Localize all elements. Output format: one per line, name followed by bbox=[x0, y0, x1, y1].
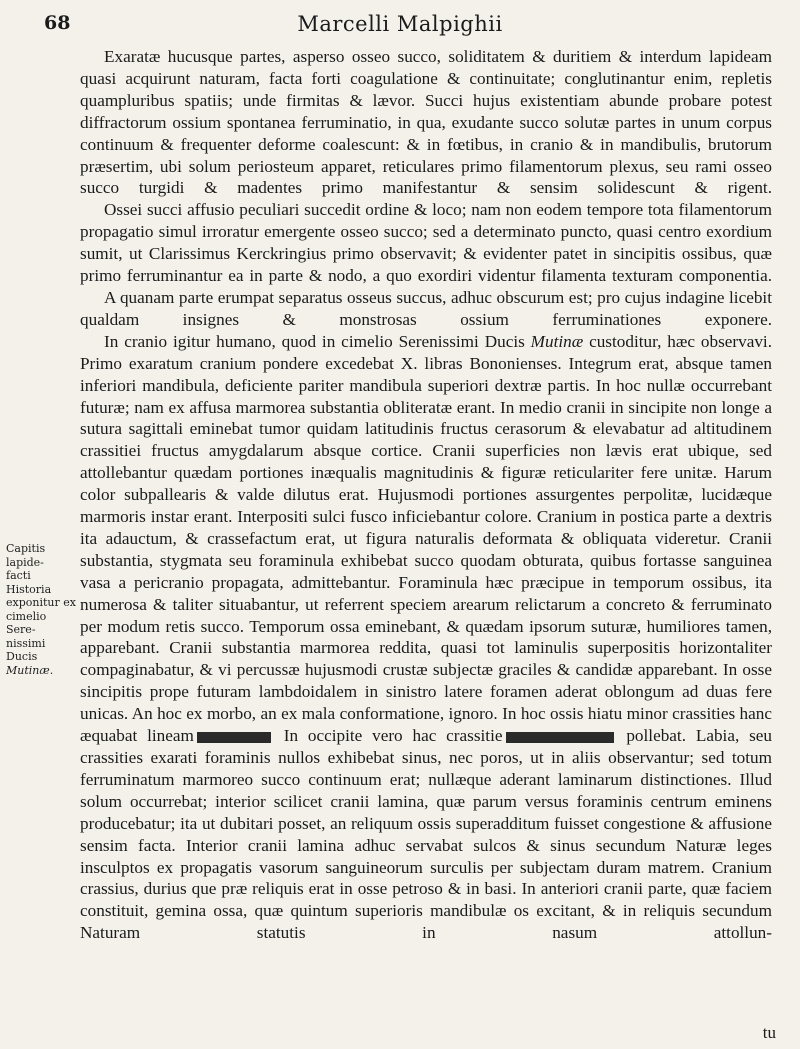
catchword: tu bbox=[762, 1023, 776, 1042]
body-text bbox=[80, 46, 772, 944]
text-run: In occipite vero hac crassitie bbox=[273, 726, 503, 746]
margin-line: nissimi Ducis bbox=[6, 636, 46, 663]
margin-line: facti Historia bbox=[6, 569, 52, 596]
margin-line: cimelio Sere- bbox=[6, 609, 47, 636]
page-header bbox=[0, 12, 800, 36]
margin-line: exponitur ex bbox=[6, 596, 76, 609]
running-head: Marcelli Malpighii bbox=[297, 12, 503, 36]
paragraph: Ossei succi affusio peculiari succedit ordine & loco; nam non eodem tempore tota filamentorum propagatio simul irroratur emergente osseo succo; sed a determinato puncto, quasi centro exordium sumit, ut Clarissimus Kerckringius primo observavit; & evidenter patet in sincipitis ossibus, quæ primo ferruminantur ea in parte & nodo, a quo exordiri videntur filamenta texturam componentia. bbox=[80, 200, 772, 286]
line-thickness-mark bbox=[506, 732, 614, 743]
paragraph: A quanam parte erumpat separatus osseus succus, adhuc obscurum est; pro cujus indagine licebit qualdam insignes & monstrosas ossium ferruminationes exponere. bbox=[80, 287, 772, 329]
marginal-note bbox=[6, 542, 76, 677]
page-number: 68 bbox=[44, 12, 71, 34]
text-run: custoditur, hæc observavi. Primo exaratum cranium pondere excedebat X. libras Bononienses. Integrum erat, absque tamen inferiori mandibula, deficiente pariter mandibula superiori dextræ partis. In hoc nullæ occurrebant futuræ; nam ex affusa marmorea substantia obliteratæ erant. In medio cranii in sincipite non longe a sutura sagittali eminebat tumor quidam latitudinis fructus cerasorum & elevabatur ad altitudinem crassitiei fructus amygdalarum absque cortice. Cranii superficies non lævis erat ubique, sed attollebantur quædam portiones inæqualis magnitudinis & figuræ reticulariter fere unitæ. Harum color subpallearis & valde dilutus erat. Hujusmodi portiones assurgentes perpolitæ, lucidæque marmoris instar erant. Interpositi sulci fusco inficiebantur colore. Cranium in postica parte a dextris ita adauctum, & crassefactum erat, ut figura naturalis deformata & obliquata videretur. Cranii substantia, stygmata seu foraminula exhibebat succo quodam obturata, quibus fortasse sanguinea vasa a pericranio propagata, admittebantur. Foraminula hæc præcipue in temporum ossibus, ita numerosa & taliter situabantur, ut referrent speciem arearum relictarum a concreto & ferruminato per modum retis succo. Temporum ossa eminebant, & quædam ipsorum suturæ, humiliores tamen, apparebant. Cranii substantia marmorea reddita, quasi tot laminulis superpositis horizontaliter compaginabatur, & vi percussæ hujusmodi crustæ subjectæ graciles & candidæ apparebant. In osse sincipitis prope futuram lambdoidalem in sinistro latere foramen aderat oblongum ad duas fere unicas. An hoc ex morbo, an ex mala conformatione, ignoro. In hoc ossis hiatu minor crassities hanc æquabat lineam bbox=[80, 331, 772, 746]
text-run-italic: Mutinæ bbox=[530, 331, 584, 351]
margin-line: Capitis lapide- bbox=[6, 542, 46, 569]
margin-line: Mutinæ. bbox=[6, 663, 54, 677]
paragraph-cranium bbox=[80, 331, 772, 944]
text-run: pollebat. Labia, seu crassities exarati foraminis nullos exhibebat sinus, nec poros, ut in aliis observantur; sed totum ferruminatum marmoreo succo continuum erat; nullæque aderant laminarum distinctiones. Illud solum occurrebat; interior scilicet cranii lamina, quæ parum versus foraminis centrum eminens producebatur; ita ut dubitari posset, an reliquum ossis superadditum fuisset congestione & affusione sensim facta. Interior cranii lamina adhuc servabat sulcos & sinus secundum Naturæ leges insculptos ex propagatis vasorum sanguineorum surculis per subjectam duram matrem. Cranium crassius, durius que præ reliquis erat in osse petroso & in basi. In anteriori cranii parte, quæ faciem constituit, gemina ossa, quæ quintum superioris mandibulæ os excitant, & in reliquis secundum Naturam statutis in nasum attollun- bbox=[80, 726, 772, 943]
text-run: In cranio igitur humano, quod in cimelio Serenissimi Ducis bbox=[104, 331, 531, 351]
line-thickness-mark bbox=[197, 732, 271, 743]
paragraph: Exaratæ hucusque partes, asperso osseo succo, soliditatem & duritiem & interdum lapideam quasi acquirunt naturam, facta forti coagulatione & continuitate; conglutinantur enim, repletis quampluribus spatiis; unde firmitas & lævor. Succi hujus existentiam abunde probare potest diffractorum ossium spontanea ferruminatio, in qua, exudante succo solutæ partes in unum corpus continuum & frequenter deforme coalescunt: & in fœtibus, in cranio & in mandibulis, brutorum præsertim, ubi solum periosteum apparet, reticulares primo filamentorum plexus, seu rami osseo succo turgidi & madentes primo manifestantur & sensim solidescunt & rigent. bbox=[80, 47, 772, 198]
